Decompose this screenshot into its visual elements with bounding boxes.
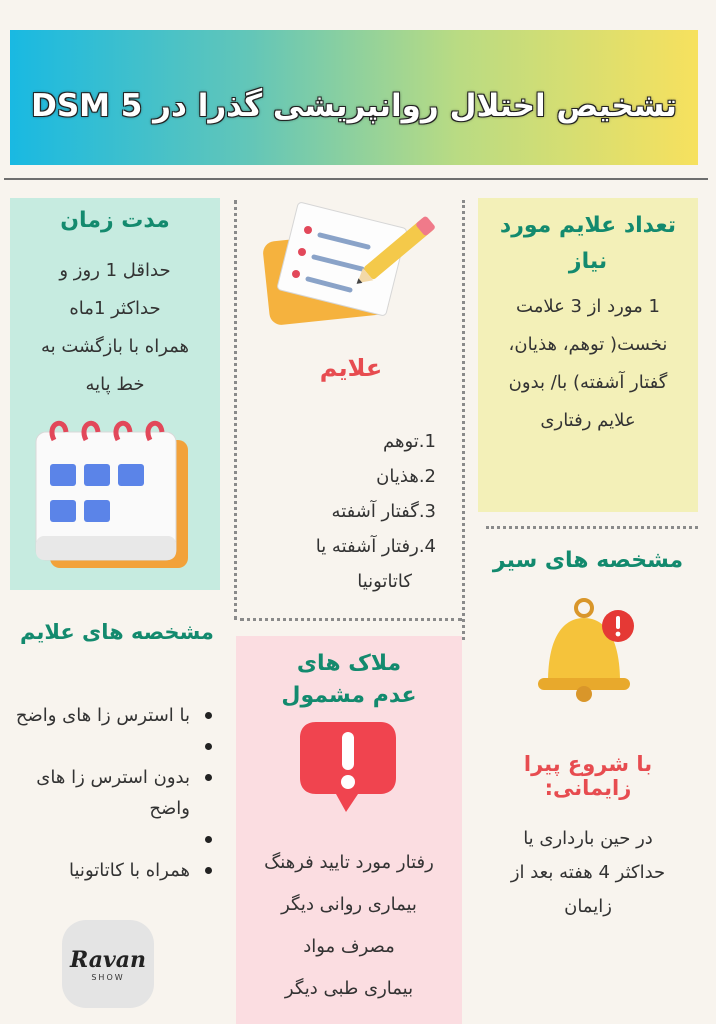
course-heading: مشخصه های سیر: [492, 548, 684, 573]
required-count-text: 1 مورد از 3 علامت نخست( توهم، هذیان، گفتار آشفته) با/ بدون علایم رفتاری: [508, 296, 668, 431]
page-title: تشخیص اختلال روانپریشی گذرا در DSM 5: [31, 88, 677, 124]
course-onset: با شروع پیرا زایمانی:: [523, 752, 653, 800]
list-item: بدون استرس زا های واضح: [10, 762, 190, 824]
ravan-show-logo: Ravan SHOW: [62, 920, 154, 1008]
list-item: با استرس زا های واضح: [10, 700, 190, 731]
list-item: 2.هذیان: [376, 466, 436, 487]
calendar-icon: [28, 418, 198, 578]
list-item: 1.توهم: [383, 431, 436, 452]
course-text: در حین بارداری یا حداکثر 4 هفته بعد از زایمان: [510, 828, 666, 917]
divider-top: [4, 178, 708, 180]
divider-middle-horizontal: [240, 618, 462, 621]
checklist-icon: [250, 200, 450, 330]
features-heading: مشخصه های علایم: [20, 620, 214, 644]
list-item: همراه با کاتاتونیا: [10, 855, 190, 886]
duration-heading: مدت زمان: [60, 208, 170, 233]
list-item: 4.رفتار آشفته یا: [315, 536, 436, 557]
divider-right-horizontal: [486, 526, 698, 529]
duration-text: حداقل 1 روز و حداکثر 1ماه همراه با بازگشت به خط پایه: [40, 260, 190, 395]
exclusion-heading: ملاک های عدم مشمول: [281, 651, 417, 708]
symptoms-list: [250, 424, 436, 599]
symptoms-heading: علایم: [319, 354, 383, 382]
exclusion-text: رفتار مورد تایید فرهنگ بیماری روانی دیگر مصرف مواد بیماری طبی دیگر: [264, 852, 434, 999]
required-count-heading: تعداد علایم مورد نیاز: [499, 213, 677, 274]
divider-left-vertical: [234, 200, 237, 620]
list-item: [10, 731, 190, 762]
list-item: [10, 824, 190, 855]
title-banner: [10, 30, 698, 165]
list-item: کاتاتونیا: [357, 571, 412, 592]
alert-icon: [296, 716, 400, 816]
features-list: [10, 700, 220, 886]
divider-right-vertical: [462, 200, 465, 640]
list-item: 3.گفتار آشفته: [331, 501, 436, 522]
bell-icon: [530, 596, 640, 704]
